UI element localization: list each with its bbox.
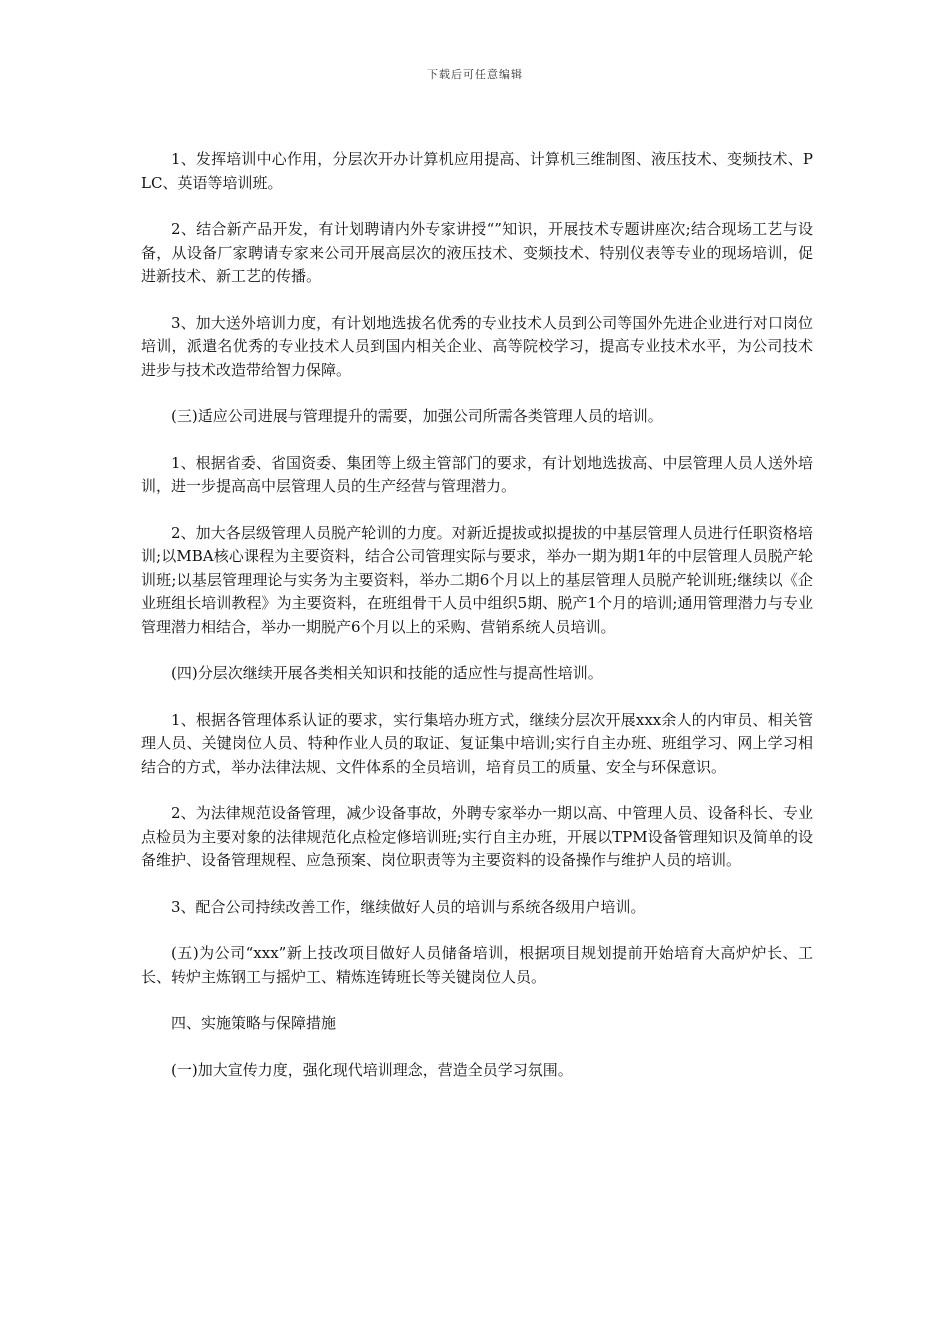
page-header: 下载后可任意编辑 xyxy=(427,68,523,81)
chapter-heading: 四、实施策略与保障措施 xyxy=(171,1014,337,1032)
section-heading: (四)分层次继续开展各类相关知识和技能的适应性与提高性培训。 xyxy=(171,664,603,682)
document-body xyxy=(141,148,813,1105)
section-heading: (五)为公司“xxx”新上技改项目做好人员储备培训，根据项目规划提前开始培育大高炉炉长、工长、转炉主炼钢工与摇炉工、精炼连铸班长等关键岗位人员。 xyxy=(141,944,813,986)
paragraph: 3、配合公司持续改善工作，继续做好人员的培训与系统各级用户培训。 xyxy=(171,897,646,916)
paragraph: 1、发挥培训中心作用，分层次开办计算机应用提高、计算机三维制图、液压技术、变频技术、PLC、英语等培训班。 xyxy=(141,150,813,192)
section-heading: (一)加大宣传力度，强化现代培训理念，营造全员学习氛围。 xyxy=(171,1060,573,1079)
paragraph: 3、加大送外培训力度，有计划地选拔名优秀的专业技术人员到公司等国外先进企业进行对口岗位培训，派遣名优秀的专业技术人员到国内相关企业、高等院校学习，提高专业技术水平，为公司技术进步与技术改造带给智力保障。 xyxy=(141,313,813,379)
paragraph: 2、为法律规范设备管理，减少设备事故，外聘专家举办一期以高、中管理人员、设备科长、专业点检员为主要对象的法律规范化点检定修培训班;实行自主办班，开展以TPM设备管理知识及简单的设备维护、设备管理规程、应急预案、岗位职责等为主要资料的设备操作与维护人员的培训。 xyxy=(141,804,813,869)
paragraph: 1、根据省委、省国资委、集团等上级主管部门的要求，有计划地选拔高、中层管理人员人送外培训，进一步提高高中层管理人员的生产经营与管理潜力。 xyxy=(141,453,813,495)
paragraph: 2、加大各层级管理人员脱产轮训的力度。对新近提拔或拟提拔的中基层管理人员进行任职资格培训;以MBA核心课程为主要资料，结合公司管理实际与要求，举办一期为期1年的中层管理人员脱产轮训班;以基层管理理论与实务为主要资料，举办二期6个月以上的基层管理人员脱产轮训班;继续以《企业班组长培训教程》为主要资料，在班组骨干人员中组织5期、脱产1个月的培训;通用管理潜力与专业管理潜力相结合，举办一期脱产6个月以上的采购、营销系统人员培训。 xyxy=(141,523,813,636)
section-heading: (三)适应公司进展与管理提升的需要，加强公司所需各类管理人员的培训。 xyxy=(171,407,663,425)
paragraph: 1、根据各管理体系认证的要求，实行集培办班方式，继续分层次开展xxx余人的内审员、相关管理人员、关键岗位人员、特种作业人员的取证、复证集中培训;实行自主办班、班组学习、网上学习相结合的方式，举办法律法规、文件体系的全员培训，培育员工的质量、安全与环保意识。 xyxy=(141,710,813,776)
paragraph: 2、结合新产品开发，有计划聘请内外专家讲授“”知识，开展技术专题讲座次;结合现场工艺与设备，从设备厂家聘请专家来公司开展高层次的液压技术、变频技术、特别仪表等专业的现场培训，促进新技术、新工艺的传播。 xyxy=(141,220,813,285)
